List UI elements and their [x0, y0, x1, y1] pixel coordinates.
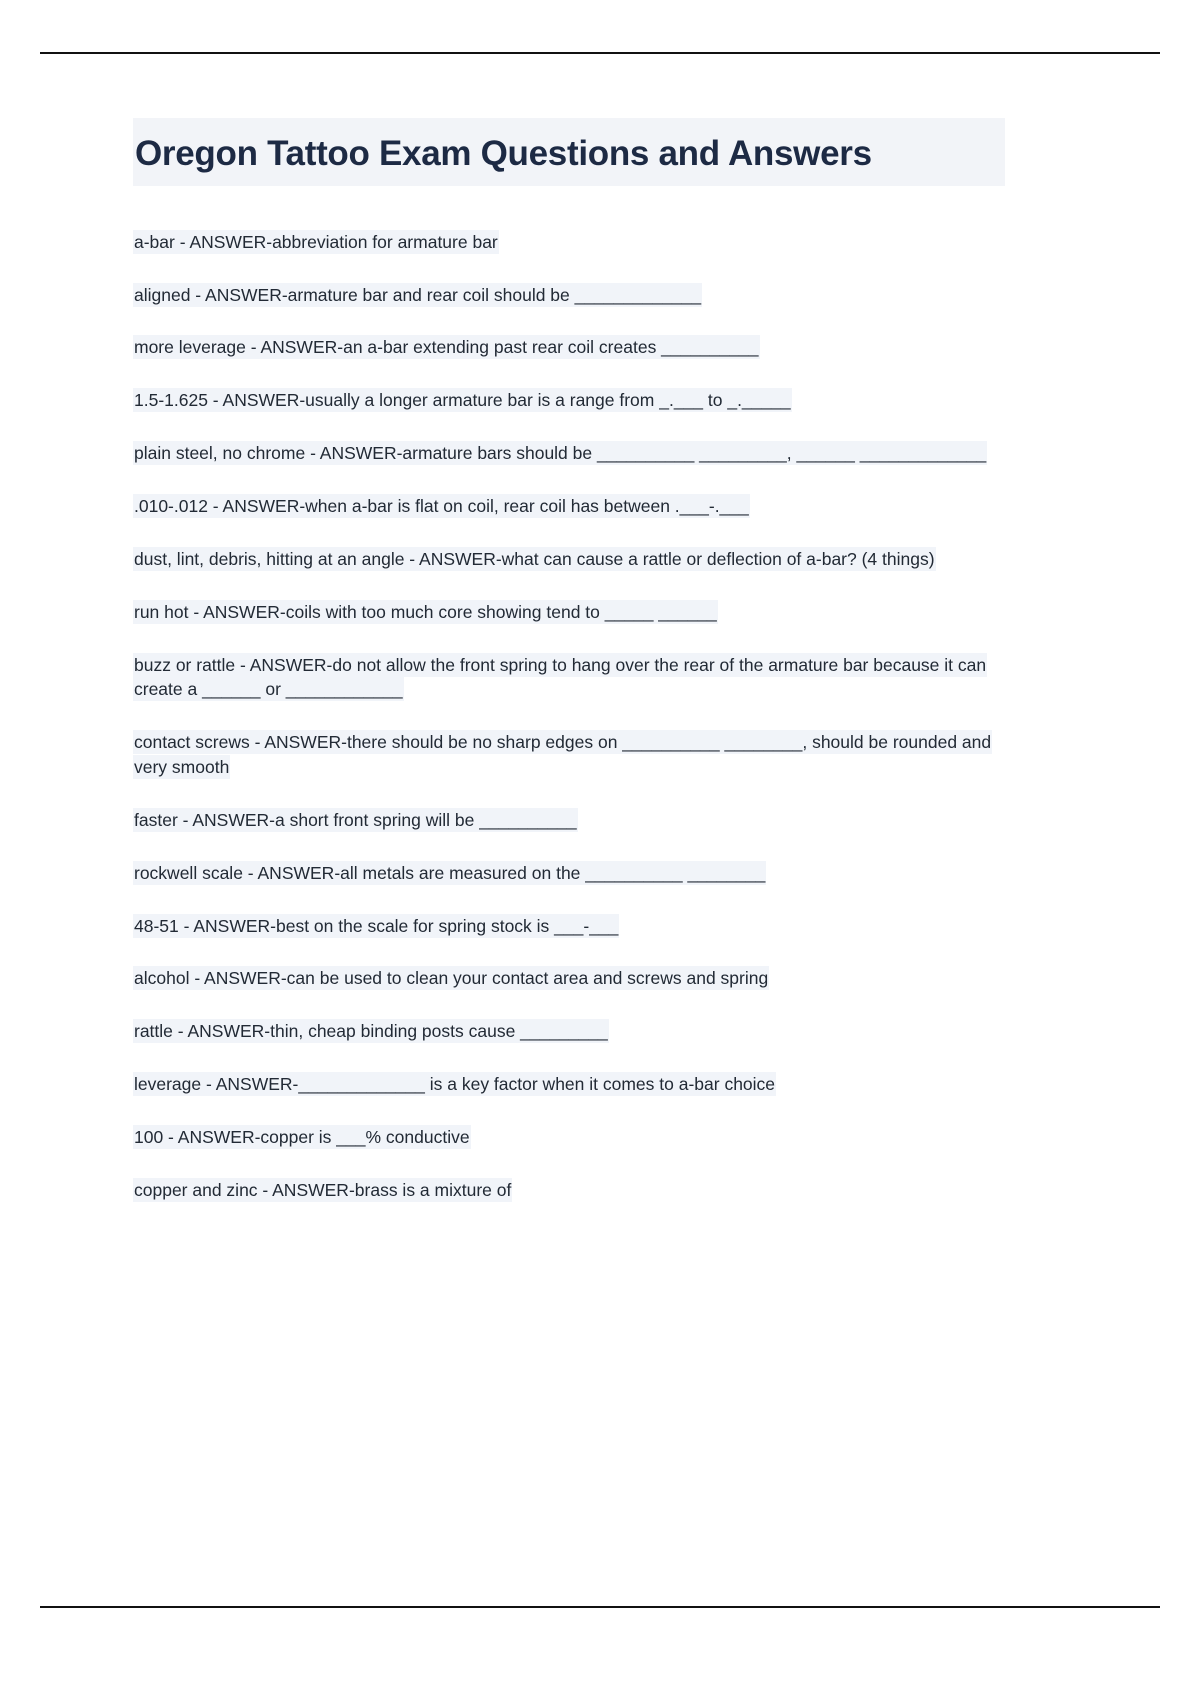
list-item — [133, 653, 1001, 703]
qa-text: faster - ANSWER-a short front spring will be __________ — [134, 809, 577, 830]
list-item — [133, 494, 1001, 519]
list-item — [133, 861, 1001, 886]
title-block — [133, 118, 1005, 186]
list-item — [133, 808, 1001, 833]
page-title: Oregon Tattoo Exam Questions and Answers — [135, 134, 872, 173]
qa-text: 1.5-1.625 - ANSWER-usually a longer armature bar is a range from _.___ to _._____ — [134, 390, 791, 411]
qa-text: alcohol - ANSWER-can be used to clean your contact area and screws and spring — [134, 968, 769, 989]
list-item — [133, 914, 1001, 939]
list-item — [133, 547, 1001, 572]
list-item — [133, 1178, 1001, 1203]
qa-text: plain steel, no chrome - ANSWER-armature bars should be __________ _________, ______ _____________ — [134, 443, 987, 464]
list-item — [133, 1125, 1001, 1150]
qa-list — [133, 230, 1013, 1203]
qa-text: dust, lint, debris, hitting at an angle - ANSWER-what can cause a rattle or deflection of a-bar? (4 things) — [134, 548, 935, 569]
qa-text: more leverage - ANSWER-an a-bar extending past rear coil creates __________ — [134, 337, 759, 358]
footer-divider — [40, 1606, 1160, 1608]
list-item — [133, 283, 1001, 308]
list-item — [133, 335, 1001, 360]
qa-text: rockwell scale - ANSWER-all metals are measured on the __________ ________ — [134, 862, 766, 883]
list-item — [133, 1019, 1001, 1044]
qa-text: 100 - ANSWER-copper is ___% conductive — [134, 1126, 470, 1147]
qa-text: contact screws - ANSWER-there should be no sharp edges on __________ ________, should be rounded and very smooth — [134, 732, 992, 778]
qa-text: 48-51 - ANSWER-best on the scale for spring stock is ___-___ — [134, 915, 619, 936]
qa-text: aligned - ANSWER-armature bar and rear coil should be _____________ — [134, 284, 702, 305]
qa-text: .010-.012 - ANSWER-when a-bar is flat on coil, rear coil has between .___-.___ — [134, 495, 749, 516]
qa-text: a-bar - ANSWER-abbreviation for armature bar — [134, 231, 498, 252]
list-item — [133, 966, 1001, 991]
list-item — [133, 600, 1001, 625]
header-divider — [40, 52, 1160, 54]
list-item — [133, 730, 1001, 780]
qa-text: buzz or rattle - ANSWER-do not allow the front spring to hang over the rear of the armature bar because it can create a ______ or ____________ — [134, 654, 987, 700]
qa-text: leverage - ANSWER-_____________ is a key factor when it comes to a-bar choice — [134, 1074, 776, 1095]
list-item — [133, 230, 1001, 255]
qa-text: copper and zinc - ANSWER-brass is a mixture of — [134, 1179, 512, 1200]
qa-text: rattle - ANSWER-thin, cheap binding posts cause _________ — [134, 1021, 608, 1042]
list-item — [133, 1072, 1001, 1097]
list-item — [133, 388, 1001, 413]
qa-text: run hot - ANSWER-coils with too much core showing tend to _____ ______ — [134, 601, 717, 622]
document-content — [133, 118, 1013, 1231]
list-item — [133, 441, 1001, 466]
